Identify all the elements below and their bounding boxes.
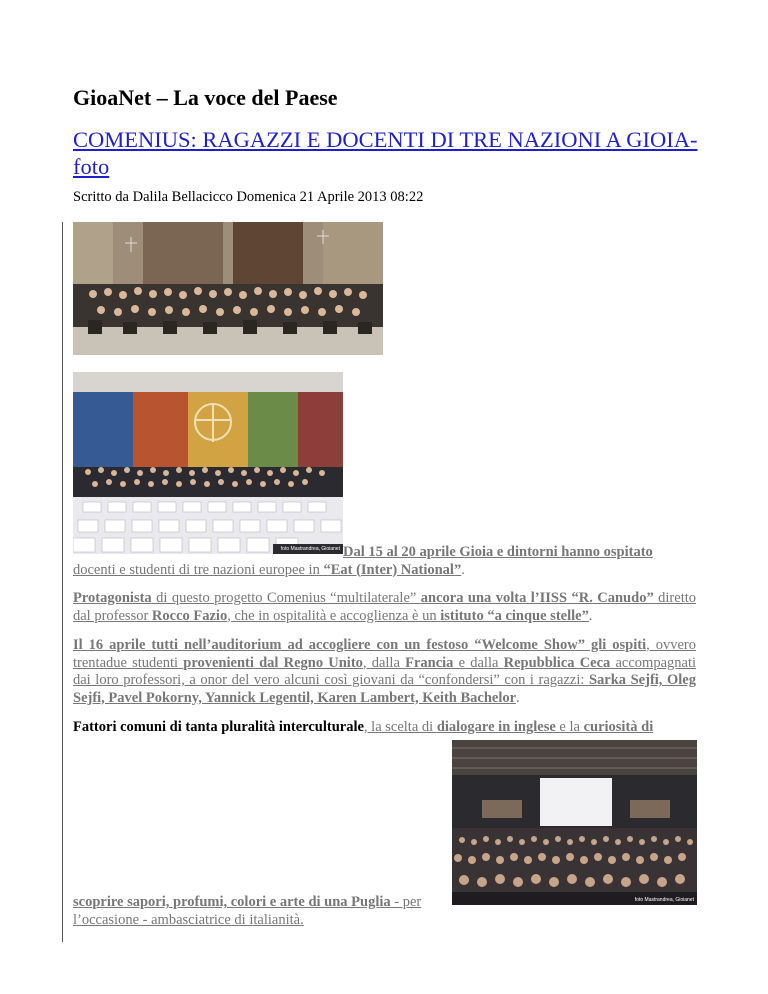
article-byline: Scritto da Dalila Bellacicco Domenica 21 Aprile 2013 08:22	[73, 189, 424, 205]
p3-names-link[interactable]: Sarka Sejfi, Oleg Sejfi, Pavel Pokorny, Yannick Legentil, Karen Lambert, Keith Bachelor	[73, 672, 696, 706]
group-photo-auditorium-image	[73, 372, 343, 554]
p2-director-link[interactable]: Rocco Fazio	[151, 607, 228, 624]
p2-school-link[interactable]: ancora una volta l’IISS “R. Canudo”	[420, 590, 654, 606]
p2-stars-link[interactable]: istituto “a cinque stelle”	[440, 607, 589, 624]
p5-puglia-link[interactable]: scoprire sapori, profumi, colori e arte di una Puglia	[73, 894, 391, 910]
p2-text2-link[interactable]: diretto dal professor	[73, 590, 696, 624]
site-title: GioaNet – La voce del Paese	[73, 85, 338, 110]
p3-text3-link[interactable]: e dalla	[453, 654, 504, 671]
p4-text-link[interactable]: , la scelta di	[363, 719, 437, 735]
p1-dates-link[interactable]: Dal 15 al 20 aprile Gioia e dintorni hanno ospitato	[343, 544, 653, 560]
audience-photo-hall[interactable]	[452, 740, 697, 905]
paragraph-1	[73, 544, 696, 579]
p4-text2-link[interactable]: e la	[555, 719, 584, 735]
p3-end: .	[516, 689, 520, 706]
p3-czech-link[interactable]: Repubblica Ceca	[503, 654, 611, 671]
group-photo-auditorium[interactable]	[73, 372, 343, 554]
p1-end: .	[461, 561, 465, 578]
p5-text-link[interactable]: - per l’occasione - ambasciatrice di italianità.	[73, 894, 422, 928]
p3-text2-link[interactable]: , dalla	[362, 654, 406, 671]
p1-project-link[interactable]: “Eat (Inter) National”	[323, 561, 462, 578]
group-photo-church[interactable]	[73, 222, 383, 355]
audience-photo-hall-image	[452, 740, 697, 905]
p2-text-link[interactable]: di questo progetto Comenius “multilaterale”	[151, 590, 421, 606]
p4-lead: Fattori comuni di tanta pluralità interculturale	[73, 719, 364, 735]
paragraph-4	[73, 719, 696, 737]
p3-text-link[interactable]: , ovvero trentadue studenti	[73, 637, 696, 671]
p3-intro-link[interactable]: Il 16 aprile tutti nell’auditorium ad accogliere con un festoso “Welcome Show” gli ospiti	[73, 637, 647, 653]
group-photo-church-image	[73, 222, 383, 355]
p3-uk-link[interactable]: provenienti dal Regno Unito	[183, 654, 363, 671]
article-headline	[73, 126, 713, 180]
p2-protagonista-link[interactable]: Protagonista	[73, 590, 152, 606]
paragraph-2	[73, 590, 696, 625]
paragraph-3	[73, 637, 696, 707]
left-border-rule	[62, 222, 63, 942]
article-headline-link[interactable]: COMENIUS: RAGAZZI E DOCENTI DI TRE NAZIONI A GIOIA-foto	[73, 127, 698, 179]
photo-credit: foto Mastrandrea, Gioianet	[280, 546, 340, 552]
p4-english-link[interactable]: dialogare in inglese	[436, 719, 556, 735]
paragraph-5	[73, 894, 453, 929]
p2-text3-link[interactable]: , che in ospitalità e accoglienza è un	[227, 607, 441, 624]
p1-text-link[interactable]: docenti e studenti di tre nazioni europee in	[73, 561, 324, 578]
p3-text4-link[interactable]: accompagnati dai loro professori, a onor del vero alcuni così giovani da “confondersi” con i ragazzi:	[73, 654, 697, 688]
p3-france-link[interactable]: Francia	[405, 654, 454, 671]
p4-curiosity-link[interactable]: curiosità di	[583, 719, 654, 735]
photo-credit: foto Mastrandrea, Gioianet	[634, 897, 694, 903]
p2-end: .	[588, 607, 593, 624]
